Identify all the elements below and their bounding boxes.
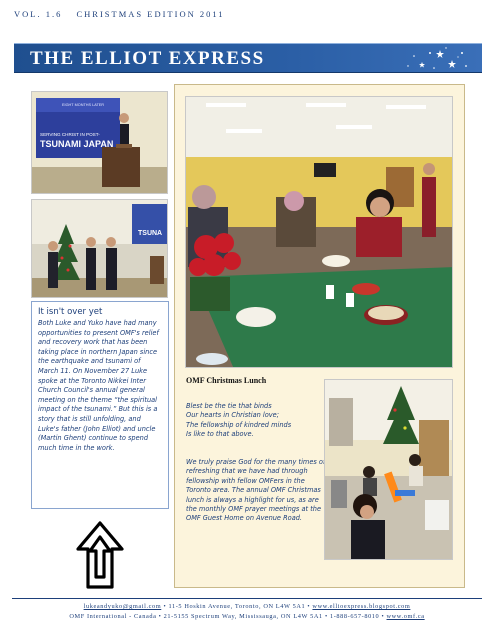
slide-title-text: SERVING CHRIST IN POST- xyxy=(40,132,100,137)
hymn-line: Is like to that above. xyxy=(186,430,254,439)
separator: • xyxy=(158,613,162,620)
footer-contact xyxy=(12,598,482,622)
hymn-line: Our hearts in Christian love; xyxy=(186,411,279,420)
stars-decoration-icon xyxy=(392,44,472,74)
story-body: Both Luke and Yuko have had many opportunities to present OMF's relief and recovery work that has been taking place in northern Japan since the earthquake and tsunami of March 11. On November 27 Luke spoke at the Toronto Nikkei Inter Church Council's annual general meeting on the theme “the spiritual impact of the tsunami.” But this is a story that is still unfolding, and Luke's father (John Elliot) and uncle (Martin Ghent) continue to spend much time in the work. xyxy=(38,319,159,452)
photo-children-playing xyxy=(324,379,453,560)
footer-line-1 xyxy=(12,602,482,612)
separator: • xyxy=(381,613,385,620)
email-link[interactable]: lukeandyuko@gmail.com xyxy=(83,603,162,610)
photo-presentation xyxy=(31,91,168,194)
photo-three-speakers xyxy=(31,199,168,298)
omf-website-link[interactable]: www.omf.ca xyxy=(386,613,425,620)
story-heading: It isn't over yet xyxy=(38,307,103,317)
hymn-line: The fellowship of kindred minds xyxy=(186,420,292,429)
org-name: OMF International - Canada xyxy=(69,613,157,620)
footer-line-2 xyxy=(12,612,482,622)
separator: • xyxy=(307,603,311,610)
separator: • xyxy=(324,613,328,620)
org-phone: 1-888-657-8010 xyxy=(329,613,380,620)
hymn-line: Blest be the tie that binds xyxy=(186,402,272,410)
masthead-banner xyxy=(14,43,482,73)
children-scene-image xyxy=(325,380,453,560)
praise-paragraph: We truly praise God for the many times of refreshing that we have had through fellowship with fellow OMFers in the Toronto area. The annual OMF Christmas lunch is always a highlight for us, as are the monthly OMF prayer meetings at the OMF Guest Home on Avenue Road. xyxy=(186,458,326,523)
volume-number: VOL. 1.6 xyxy=(14,9,63,19)
separator: • xyxy=(163,603,167,610)
hymn-verse xyxy=(186,402,326,440)
photo-christmas-lunch xyxy=(185,96,453,368)
slide2-text: TSUNA xyxy=(138,230,163,237)
newsletter-title: THE ELLIOT EXPRESS xyxy=(30,48,265,69)
slide-tsunami-text: TSUNAMI JAPAN xyxy=(40,139,114,149)
lunch-scene-image xyxy=(186,97,453,368)
edition-label: CHRISTMAS EDITION 2011 xyxy=(76,9,225,19)
issue-line xyxy=(14,9,484,19)
blog-link[interactable]: www.ellioexpress.blogspot.com xyxy=(312,603,411,610)
speakers-scene-image xyxy=(32,200,168,298)
story-box xyxy=(31,301,169,509)
org-address: 21-5155 Spectrum Way, Mississauga, ON L4W 5A1 xyxy=(163,613,323,620)
home-address: 11-5 Hoskin Avenue, Toronto, ON L4W 5A1 xyxy=(168,603,306,610)
photo-caption-title: OMF Christmas Lunch xyxy=(186,376,267,385)
slide-small-text: EIGHT MONTHS LATER xyxy=(62,103,105,107)
omf-logo-icon xyxy=(72,519,128,591)
